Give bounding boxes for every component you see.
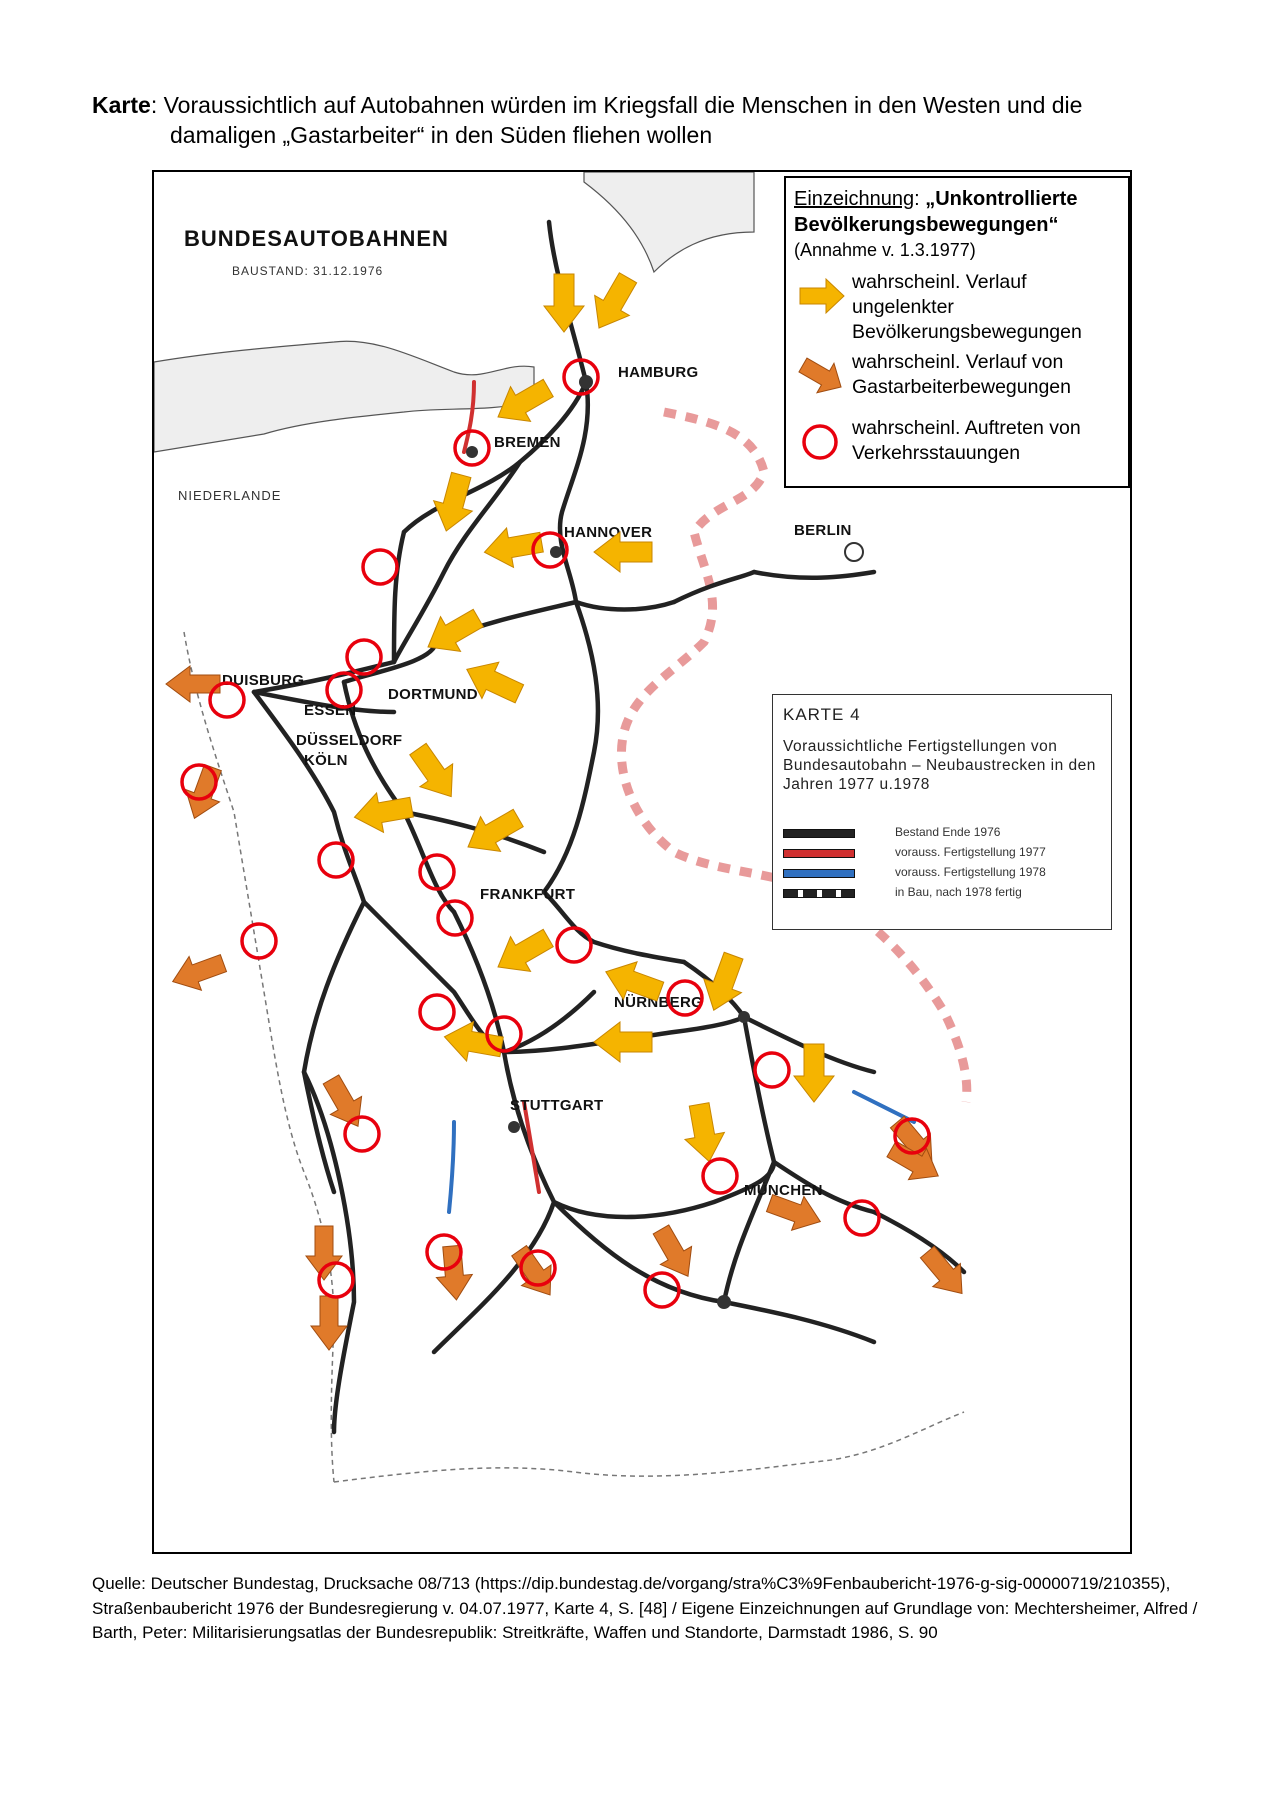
yellow-arrow-icon (794, 1044, 834, 1102)
red-circle-icon (794, 422, 846, 462)
karte4-row (783, 845, 1103, 863)
karte4-title: KARTE 4 (783, 705, 861, 724)
legend-item-label: wahrscheinl. Verlauf ungelenkter Bevölkerungsbewegungen (852, 271, 1082, 343)
red-circle-icon (755, 1053, 789, 1087)
red-circle-icon (210, 683, 244, 717)
karte4-row-swatch (783, 829, 855, 838)
karte4-row-swatch (783, 889, 855, 898)
red-circle-icon (438, 901, 472, 935)
label-duisburg: DUISBURG (222, 672, 305, 689)
red-circle-icon (420, 995, 454, 1029)
orange-arrow-icon (306, 1226, 342, 1280)
karte4-row-label: vorauss. Fertigstellung 1978 (895, 865, 1046, 879)
legend-item-label: wahrscheinl. Auftreten von Verkehrsstauungen (852, 417, 1081, 464)
red-circle-icon (645, 1273, 679, 1307)
yellow-arrow-icon (488, 921, 558, 985)
orange-arrow-icon (794, 356, 846, 396)
orange-arrow-icon (763, 1186, 826, 1238)
karte4-row-swatch (783, 869, 855, 878)
map-frame (152, 170, 1132, 1554)
source-note: Quelle: Deutscher Bundestag, Drucksache 08/713 (https://dip.bundestag.de/vorgang/stra%C3%9Fenbaubericht-1976-g-sig-00000719/210355), Straßenbaubericht 1976 der Bundesregierung v. 04.07.1977, Karte 4, S. [48] / Eigene Einzeichnungen auf Grundlage von: Mechtersheimer, Alfred / Barth, Peter: Militarisierungsatlas der Bundesrepublik: Streitkräfte, Waffen und Standorte, Darmstadt 1986, S. 90 (92, 1574, 1198, 1642)
caption-separator: : (150, 92, 158, 118)
red-circle-icon (242, 924, 276, 958)
red-circle-icon (487, 1017, 521, 1051)
yellow-arrow-icon (458, 651, 527, 712)
red-circle-icon (345, 1117, 379, 1151)
yellow-arrow-icon (481, 522, 545, 571)
label-nuernberg: NÜRNBERG (614, 994, 704, 1011)
red-circle-icon (557, 928, 591, 962)
label-frankfurt: FRANKFURT (480, 886, 576, 903)
orange-arrow-icon (315, 1070, 373, 1135)
karte4-box (772, 694, 1112, 930)
karte4-row-label: vorauss. Fertigstellung 1977 (895, 845, 1046, 859)
red-circle-icon (703, 1159, 737, 1193)
yellow-arrow-icon (351, 787, 415, 836)
legend-box (784, 176, 1130, 488)
label-muenchen: MÜNCHEN (744, 1182, 823, 1199)
label-stuttgart: STUTTGART (510, 1097, 604, 1114)
karte4-row (783, 825, 1103, 843)
orange-arrow-icon (167, 946, 230, 998)
red-circle-icon (347, 640, 381, 674)
yellow-arrow-icon (695, 949, 752, 1017)
red-circle-icon (845, 1201, 879, 1235)
orange-arrow-icon (311, 1296, 347, 1350)
yellow-arrow-icon (418, 601, 488, 665)
yellow-arrow-icon (794, 276, 846, 316)
map-title: BUNDESAUTOBAHNEN (184, 226, 449, 251)
caption-line2: damaligen „Gastarbeiter“ in den Süden fliehen wollen (170, 122, 713, 148)
red-circle-icon (420, 855, 454, 889)
legend-heading-plain: Einzeichnung (794, 188, 915, 210)
yellow-arrow-icon (458, 801, 528, 865)
label-berlin: BERLIN (794, 522, 852, 539)
karte4-row (783, 865, 1103, 883)
caption-keyword: Karte (92, 92, 151, 118)
legend-item-label: wahrscheinl. Verlauf von Gastarbeiterbewegungen (852, 351, 1071, 398)
karte4-row-label: Bestand Ende 1976 (895, 825, 1001, 839)
red-circle-icon (455, 431, 489, 465)
red-circle-icon (668, 981, 702, 1015)
yellow-arrow-icon (544, 274, 584, 332)
karte4-description: Voraussichtliche Fertigstellungen von Bundesautobahn – Neubaustrecken in den Jahren 1977 u.1978 (783, 738, 1096, 793)
karte4-row (783, 885, 1103, 903)
legend-item-red (794, 416, 1124, 480)
legend-heading-bold: „Unkontrollierte Bevölkerungsbewegungen“ (794, 188, 1078, 236)
legend-heading (794, 186, 1122, 238)
map-baustand: BAUSTAND: 31.12.1976 (232, 264, 384, 278)
legend-item-yellow (794, 270, 1124, 343)
karte4-row-label: in Bau, nach 1978 fertig (895, 885, 1022, 899)
legend-heading-sep: : (914, 188, 926, 210)
yellow-arrow-icon (488, 371, 558, 435)
caption-line1: Voraussichtlich auf Autobahnen würden im Kriegsfall die Menschen in den Westen und die (163, 92, 1083, 118)
yellow-arrow-icon (594, 532, 652, 572)
yellow-arrow-icon (599, 953, 667, 1010)
red-circle-icon (327, 673, 361, 707)
legend-item-orange (794, 350, 1124, 414)
red-circle-icon (564, 360, 598, 394)
yellow-arrow-icon (427, 470, 481, 536)
label-hamburg: HAMBURG (618, 364, 699, 381)
label-koeln: KÖLN (304, 752, 348, 769)
red-circle-icon (363, 550, 397, 584)
label-niederlande: NIEDERLANDE (178, 488, 282, 503)
orange-arrow-icon (434, 1245, 475, 1302)
yellow-arrow-icon (594, 1022, 652, 1062)
caption (92, 90, 1202, 150)
label-essen: ESSEN (304, 702, 357, 719)
yellow-arrows (351, 268, 834, 1165)
orange-arrow-icon (913, 1241, 975, 1306)
label-bremen: BREMEN (494, 434, 561, 451)
label-dortmund: DORTMUND (388, 686, 478, 703)
label-duesseldorf: DÜSSELDORF (296, 732, 403, 749)
label-hannover: HANNOVER (564, 524, 653, 541)
red-circle-icon (319, 843, 353, 877)
yellow-arrow-icon (582, 268, 646, 338)
yellow-arrow-icon (679, 1101, 728, 1165)
karte4-row-swatch (783, 849, 855, 858)
legend-subheading: (Annahme v. 1.3.1977) (794, 240, 976, 260)
yellow-arrow-icon (402, 738, 468, 808)
